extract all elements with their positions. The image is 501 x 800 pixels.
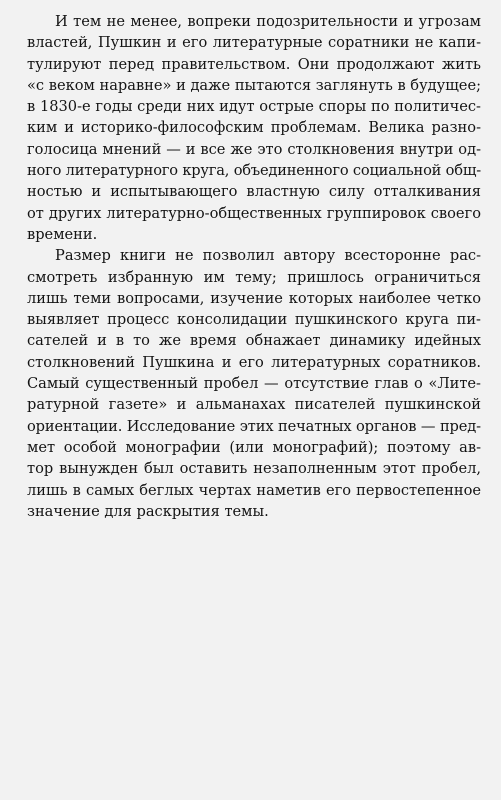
text-line: тор вынужден был оставить незаполненным этот пробел, — [27, 460, 481, 478]
text-line: Самый существенный пробел — отсутствие глав о «Лите- — [27, 375, 481, 393]
text-line: властей, Пушкин и его литературные соратники не капи- — [27, 34, 481, 52]
text-line: «с веком наравне» и даже пытаются заглянуть в будущее; — [27, 76, 481, 94]
paragraph-2 — [27, 245, 481, 522]
text-line: выявляет процесс консолидации пушкинского круга пи- — [27, 311, 481, 329]
text-line: И тем не менее, вопреки подозрительности и угрозам — [55, 13, 481, 30]
text-line: времени. — [27, 225, 98, 243]
text-line: Размер книги не позволил автору всесторонне рас- — [55, 247, 481, 265]
text-line: ностью и испытывающего властную силу отталкивания — [27, 183, 481, 201]
text-line: мет особой монографии (или монографий); поэтому ав- — [27, 438, 481, 456]
text-line: ориентации. Исследование этих печатных органов — пред- — [27, 417, 481, 435]
text-line: сателей и в то же время обнажает динамику идейных — [27, 332, 481, 350]
text-line: смотреть избранную им тему; пришлось ограничиться — [27, 268, 481, 286]
text-line: голосица мнений — и все же это столкновения внутри од- — [27, 140, 481, 158]
text-line: лишь теми вопросами, изучение которых наиболее четко — [27, 289, 481, 307]
text-line: тулируют перед правительством. Они продолжают жить — [27, 55, 481, 73]
document-page — [27, 11, 481, 522]
text-line: от других литературно-общественных группировок своего — [27, 204, 481, 222]
text-line: столкновений Пушкина и его литературных соратников. — [27, 353, 481, 371]
text-line: ного литературного круга, объединенного социальной общ- — [27, 162, 481, 180]
text-line: лишь в самых беглых чертах наметив его первостепенное — [27, 481, 481, 499]
text-line: ратурной газете» и альманахах писателей пушкинской — [27, 396, 481, 414]
paragraph-1 — [27, 11, 481, 245]
text-line: значение для раскрытия темы. — [27, 502, 269, 520]
text-line: ким и историко-философским проблемам. Велика разно- — [27, 119, 481, 137]
text-line: в 1830-е годы среди них идут острые споры по политичес- — [27, 98, 481, 116]
